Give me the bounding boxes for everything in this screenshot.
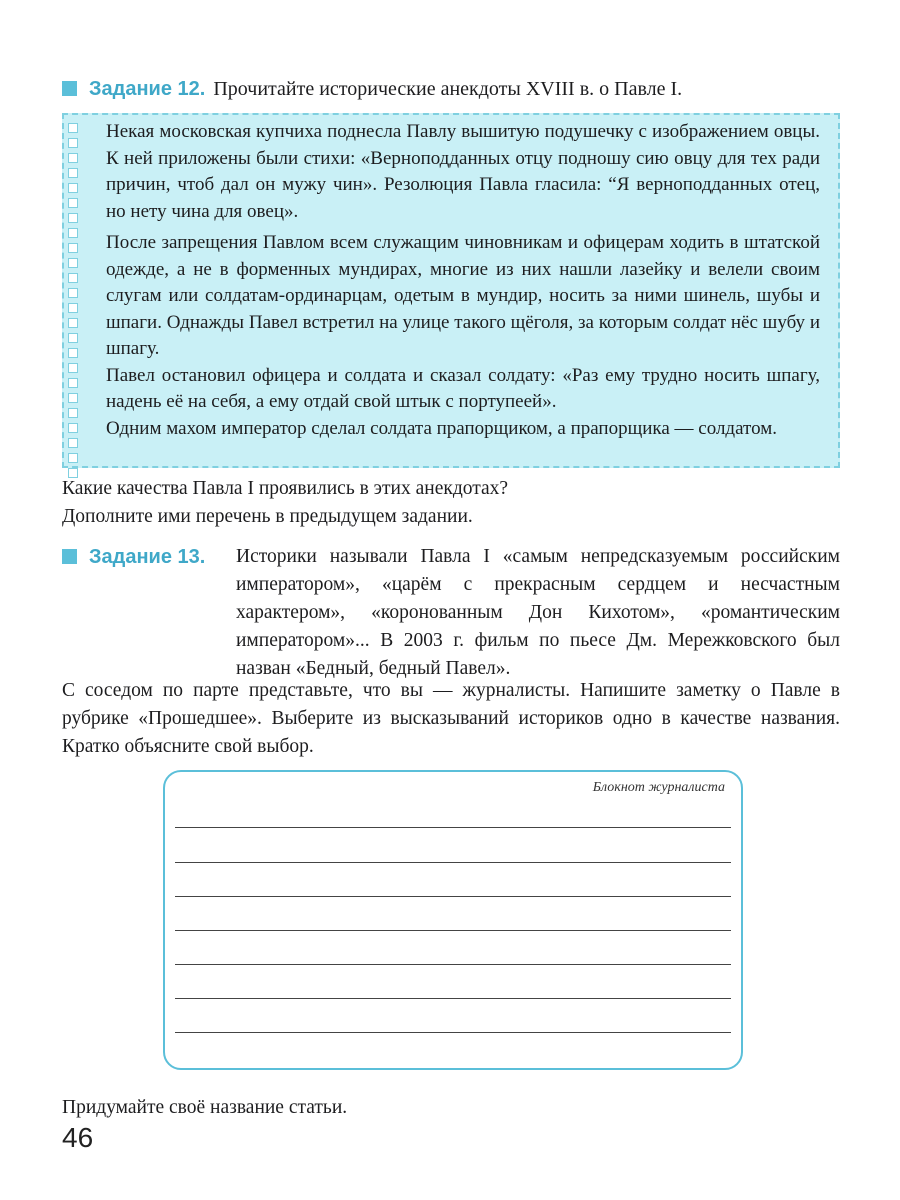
writing-line[interactable] — [175, 964, 731, 965]
perforation-mark — [68, 363, 78, 373]
perforation-mark — [68, 318, 78, 328]
perforation-mark — [68, 453, 78, 463]
perforation-mark — [68, 273, 78, 283]
anecdote-paragraph: Павел остановил офицера и солдата и сказал солдату: «Раз ему трудно носить шпагу, надень её на себя, а ему отдай свой штык с портупеей». — [106, 364, 820, 412]
perforation-mark — [68, 123, 78, 133]
bullet-square-icon — [62, 81, 77, 96]
anecdotes-text — [106, 119, 820, 447]
perforation-mark — [68, 213, 78, 223]
task13-heading — [62, 546, 213, 569]
perforation-mark — [68, 228, 78, 238]
task13-label: Задание 13. — [89, 546, 206, 568]
question-line: Дополните ими перечень в предыдущем задании. — [62, 506, 473, 527]
perforation-mark — [68, 393, 78, 403]
perforation-mark — [68, 348, 78, 358]
perforation-mark — [68, 303, 78, 313]
anecdote-paragraph: После запрещения Павлом всем служащим чиновникам и офицерам ходить в штатской одежде, а не в форменных мундирах, многие из них нашли лазейку и велели своим слугам или солдатам-ординарцам, одетым в мундир, носить за ними шинель, шубы и шпаги. Однажды Павел встретил на улице такого щёголя, за которым солдат нёс шубу и шпагу. — [106, 232, 820, 359]
perforation-mark — [68, 168, 78, 178]
perforation-mark — [68, 258, 78, 268]
anecdote-paragraph: Некая московская купчиха поднесла Павлу вышитую подушечку с изображением овцы. К ней приложены были стихи: «Верноподданных отцу подношу сию овцу для тех ради причин, чтоб дал он мужу чин». Резолюция Павла гласила: “Я верноподданных отец, но нету чина для овец». — [106, 121, 820, 222]
footer-prompt: Придумайте своё название статьи. — [62, 1097, 348, 1118]
perforation-mark — [68, 378, 78, 388]
task12-heading — [62, 78, 682, 101]
perforation-mark — [68, 288, 78, 298]
task12-question — [62, 475, 842, 531]
writing-line[interactable] — [175, 1032, 731, 1033]
perforation-mark — [68, 198, 78, 208]
page-number: 46 — [62, 1122, 94, 1153]
writing-line[interactable] — [175, 998, 731, 999]
task13-instruction: С соседом по парте представьте, что вы — журналисты. Напишите заметку о Павле в рубрике «Прошедшее». Выберите из высказываний историков одно в качестве названия. Кратко объясните свой выбор. — [62, 680, 840, 757]
journalist-notebook — [163, 770, 743, 1070]
task12-label: Задание 12. — [89, 78, 206, 100]
task13-text: Историки называли Павла I «самым непредсказуемым российским императором», «царём с прекрасным сердцем и несчастным характером», «коронованным Дон Кихотом», «романтическим императором»... В 2003 г. фильм по пьесе Дм. Мережковского был назван «Бедный, бедный Павел». — [236, 546, 840, 679]
perforation-mark — [68, 138, 78, 148]
perforation-mark — [68, 153, 78, 163]
perforation-mark — [68, 183, 78, 193]
perforation-mark — [68, 243, 78, 253]
perforation-mark — [68, 408, 78, 418]
bullet-square-icon — [62, 549, 77, 564]
writing-line[interactable] — [175, 827, 731, 828]
perforation-mark — [68, 423, 78, 433]
anecdote-paragraph: Одним махом император сделал солдата прапорщиком, а прапорщика — солдатом. — [106, 417, 777, 439]
writing-line[interactable] — [175, 896, 731, 897]
notebook-title: Блокнот журналиста — [592, 780, 725, 795]
anecdotes-box — [62, 113, 840, 468]
task12-instruction: Прочитайте исторические анекдоты XVIII в. о Павле I. — [213, 78, 683, 100]
writing-line[interactable] — [175, 862, 731, 863]
perforation-mark — [68, 333, 78, 343]
perforation-mark — [68, 438, 78, 448]
box-border-marks — [68, 123, 80, 478]
question-line: Какие качества Павла I проявились в этих анекдотах? — [62, 478, 509, 499]
writing-line[interactable] — [175, 930, 731, 931]
